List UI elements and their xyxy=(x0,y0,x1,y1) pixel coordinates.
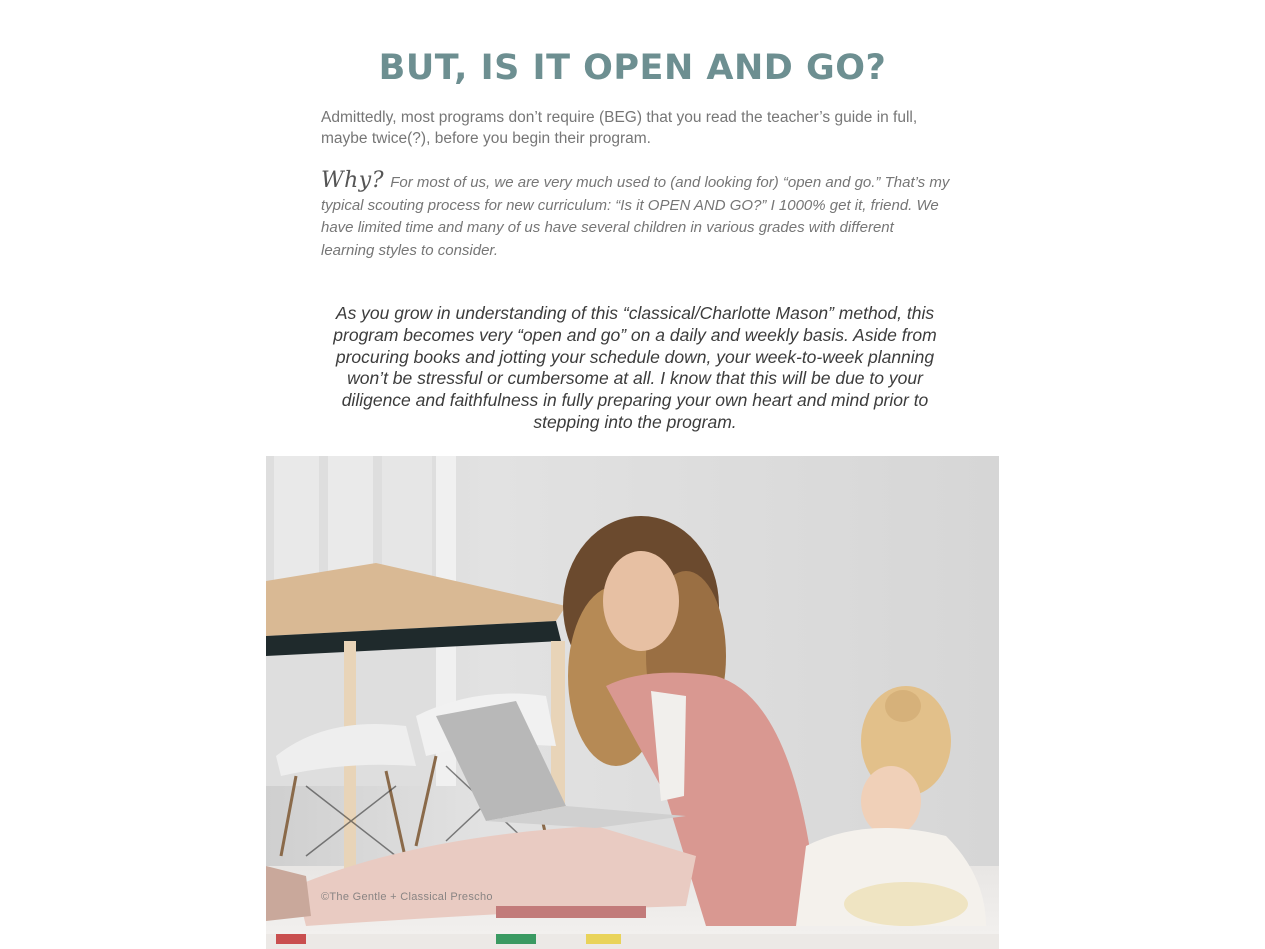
why-lead-word: Why? xyxy=(321,168,385,193)
why-paragraph xyxy=(321,170,951,262)
mother-daughter-photo xyxy=(266,456,999,949)
photo-illustration xyxy=(266,456,999,949)
page-title: BUT, IS IT OPEN AND GO? xyxy=(378,48,887,88)
why-body-text: For most of us, we are very much used to (and looking for) “open and go.” That’s my typical scouting process for new curriculum: “Is it OPEN AND GO?” I 1000% get it, friend. We have limited time and many of us have several children in various grades with different learning styles to consider. xyxy=(321,174,950,259)
photo-watermark: ©The Gentle + Classical Prescho xyxy=(321,891,493,903)
pull-quote: As you grow in understanding of this “classical/Charlotte Mason” method, this program becomes very “open and go” on a daily and weekly basis. Aside from procuring books and jotting your schedule down, your week-to-week planning won’t be stressful or cumbersome at all. I know that this will be due to your diligence and faithfulness in fully preparing your own heart and mind prior to stepping into the program. xyxy=(333,303,937,432)
intro-paragraph: Admittedly, most programs don’t require (BEG) that you read the teacher’s guide in full, maybe twice(?), before you begin their program. xyxy=(321,109,918,147)
